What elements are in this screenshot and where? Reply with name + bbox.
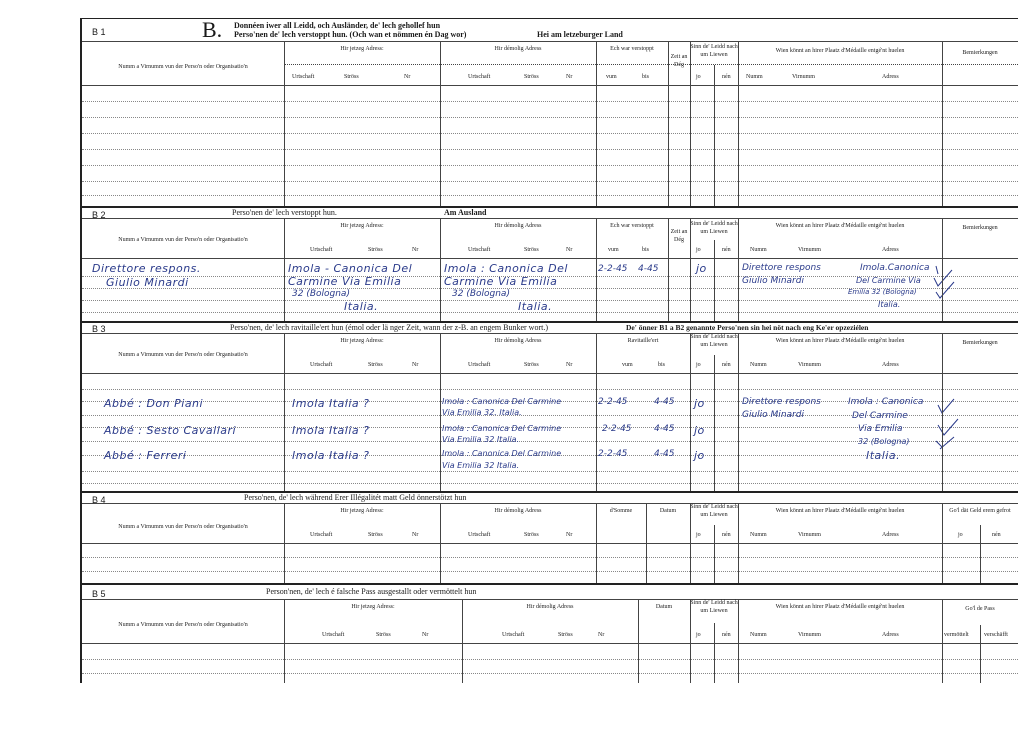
section-code: B 4	[92, 495, 106, 505]
sub-urtschaft: Urtschaft	[310, 532, 333, 538]
section-subtitle: De' önner B1 a B2 genannte Perso'nen sin hei nöt nach eng Ke'er opzeziélen	[626, 323, 869, 332]
section-title: Person'nen, de' lech é falsche Pass ausgestallt oder vermöttelt hun	[266, 587, 477, 596]
col-old-address: Hir démolig Adress	[494, 338, 542, 344]
sub-urtschaft: Urtschaft	[310, 362, 333, 368]
sub-stross: Ströss	[368, 362, 383, 368]
col-old-address: Hir démolig Adress	[526, 604, 574, 610]
sub-nr: Nr	[412, 247, 419, 253]
col-current-address: Hir jetzeg Adress:	[340, 46, 384, 52]
hw-row3-current: Imola Italia ?	[292, 449, 370, 462]
sub-nr: Nr	[566, 247, 573, 253]
col-date: Datum	[659, 508, 677, 514]
col-current-address: Hir jetzeg Adress:	[340, 508, 384, 514]
col-medal: Wien könnt an hirer Plaatz d'Médaille entgé'nt huelen	[775, 604, 905, 610]
sub-urtschaft: Urtschaft	[292, 74, 315, 80]
sub-vum: vum	[606, 74, 617, 80]
hw-current-address-1: Imola - Canonica Del	[288, 262, 413, 275]
sub-stross: Ströss	[344, 74, 359, 80]
sub-stross: Ströss	[524, 362, 539, 368]
sub-numm: Numm	[750, 247, 767, 253]
sub-urtschaft: Urtschaft	[310, 247, 333, 253]
sub-virnumm: Virnumm	[798, 532, 821, 538]
section-subtitle: Perso'nen de' lech verstoppt hun. (Och wan et nömmen én Dag wor)	[234, 30, 467, 39]
sub-adress: Adress	[882, 74, 899, 80]
col-medal: Wien könnt an hirer Plaatz d'Médaille entgé'nt huelen	[775, 48, 905, 54]
col-current-address: Hir jetzeg Adress:	[340, 338, 384, 344]
sub-jo: jo	[696, 362, 701, 368]
section-letter: B.	[202, 17, 223, 42]
hw-row3-from: 2-2-45	[598, 449, 628, 459]
col-name: Numm a Virnumm vun der Perso'n oder Organisatio'n	[118, 524, 248, 530]
col-alive: Sinn de' Leidd nach um Liewen	[690, 221, 738, 235]
sub-stross: Ströss	[524, 247, 539, 253]
col-alive: Sinn de' Leidd nach um Liewen	[690, 504, 738, 518]
col-remarks: Bemierkungen	[962, 340, 998, 346]
hw-medal-address-2: Del Carmine	[852, 411, 908, 421]
hw-medal-address-3: Via Emilia	[858, 424, 903, 434]
sub-nr: Nr	[566, 74, 573, 80]
hw-current-address-3: 32 (Bologna)	[292, 289, 350, 299]
col-remarks: Bemierkungen	[962, 50, 998, 56]
sub-virnumm: Virnumm	[792, 74, 815, 80]
hw-medal-address-5: Italia.	[866, 449, 901, 462]
hw-old-address-4: Italia.	[518, 300, 553, 313]
section-code: B 3	[92, 324, 106, 334]
sub-nen: nén	[722, 74, 731, 80]
sub-bis: bis	[642, 74, 650, 80]
sub-bis: bis	[642, 247, 650, 253]
section-title: Donnéen iwer all Leidd, och Ausländer, de' lech gehollef hun	[234, 21, 441, 30]
hw-current-address-4: Italia.	[344, 300, 379, 313]
col-old-address: Hir démolig Adress	[494, 508, 542, 514]
section-b4	[82, 491, 1018, 583]
form-sheet	[80, 18, 1018, 683]
sub-urtschaft: Urtschaft	[468, 532, 491, 538]
col-alive: Sinn de' Leidd nach um Liewen	[690, 600, 738, 614]
sub-numm: Numm	[750, 362, 767, 368]
sub-virnumm: Virnumm	[798, 247, 821, 253]
sub-nr: Nr	[566, 532, 573, 538]
sub-stross: Ströss	[368, 247, 383, 253]
hw-name-line2: Giulio Minardi	[106, 276, 189, 289]
hw-medal-name-1: Direttore respons	[742, 397, 821, 407]
sub-adress: Adress	[882, 532, 899, 538]
col-money-claimed: Go'l dät Geld erem gefrot	[949, 508, 1011, 514]
hw-old-address-1: Imola : Canonica Del	[444, 262, 568, 275]
hw-row1-current: Imola Italia ?	[292, 397, 370, 410]
col-hidden: Ech war verstoppt	[610, 223, 654, 229]
hw-row2-old-2: Via Emilia 32 Italia.	[442, 435, 520, 444]
col-current-address: Hir jetzeg Adress:	[351, 604, 395, 610]
sub-virnumm: Virnumm	[798, 632, 821, 638]
hw-row3-alive: jo	[694, 449, 705, 462]
section-code: B 1	[92, 27, 106, 37]
hw-medal-address-4: 32 (Bologna)	[858, 437, 910, 446]
hw-row2-from: 2-2-45	[602, 424, 632, 434]
hw-row2-name: Abbé : Sesto Cavallari	[104, 424, 237, 437]
section-b1	[82, 19, 1018, 206]
hw-medal-name-2: Giulio Minardi	[742, 276, 804, 286]
sub-nen: nén	[722, 247, 731, 253]
sub-stross: Ströss	[368, 532, 383, 538]
sub-virnumm: Virnumm	[798, 362, 821, 368]
col-name: Numm a Virnumm vun der Perso'n oder Organisatio'n	[118, 64, 248, 70]
sub-stross: Ströss	[376, 632, 391, 638]
sub-jo: jo	[696, 632, 701, 638]
hw-row1-old-1: Imola : Canonica Del Carmine	[442, 397, 562, 406]
col-supplied: Ravitaille'ert	[627, 338, 659, 344]
sub-nr: Nr	[422, 632, 429, 638]
hw-medal-address-1: Imola : Canonica	[848, 397, 924, 407]
check-mark-bracket	[930, 264, 960, 310]
hw-row1-name: Abbé : Don Piani	[104, 397, 204, 410]
col-zeit: Zeit an Dég	[670, 54, 688, 68]
col-remarks: Bemierkungen	[962, 225, 998, 231]
sub-nr: Nr	[412, 362, 419, 368]
sub-vum: vum	[622, 362, 633, 368]
hw-name-line1: Direttore respons.	[92, 262, 201, 275]
sub-adress: Adress	[882, 362, 899, 368]
hw-row3-old-1: Imola : Canonica Del Carmine	[442, 449, 562, 458]
sub-jo: jo	[696, 74, 701, 80]
section-title: Perso'nen de' lech verstoppt hun.	[232, 208, 337, 217]
sub-jo: jo	[958, 532, 963, 538]
hw-row1-old-2: Via Emilia 32. Italia.	[442, 408, 522, 417]
sub-bis: bis	[658, 362, 666, 368]
hw-medal-address-3: Emilia 32 (Bologna)	[848, 288, 917, 296]
col-passport: Go'l de Pass	[965, 606, 995, 612]
sub-stross: Ströss	[524, 532, 539, 538]
hw-row2-current: Imola Italia ?	[292, 424, 370, 437]
hw-medal-name-2: Giulio Minardi	[742, 410, 804, 420]
hw-row3-name: Abbé : Ferreri	[104, 449, 187, 462]
sub-adress: Adress	[882, 247, 899, 253]
col-old-address: Hir démolig Adress	[494, 46, 542, 52]
sub-numm: Numm	[750, 632, 767, 638]
hw-old-address-2: Carmine Via Emilia	[444, 275, 558, 288]
hw-row2-to: 4-45	[654, 424, 675, 434]
sub-urtschaft: Urtschaft	[502, 632, 525, 638]
sub-nr: Nr	[566, 362, 573, 368]
sub-stross: Ströss	[558, 632, 573, 638]
sub-nr: Nr	[598, 632, 605, 638]
check-mark-bracket	[934, 397, 964, 457]
hw-row1-to: 4-45	[654, 397, 675, 407]
sub-jo: jo	[696, 532, 701, 538]
sub-adress: Adress	[882, 632, 899, 638]
col-old-address: Hir démolig Adress	[494, 223, 542, 229]
col-alive: Sinn de' Leidd nach um Liewen	[690, 44, 738, 58]
hw-to-date: 4-45	[638, 264, 659, 274]
col-zeit: Zeit an Dég	[670, 229, 688, 243]
hw-old-address-3: 32 (Bologna)	[452, 289, 510, 299]
sub-vum: vum	[608, 247, 619, 253]
hw-medal-address-2: Del Carmine Via	[856, 276, 921, 285]
hw-row3-to: 4-45	[654, 449, 675, 459]
section-code: B 2	[92, 210, 106, 220]
sub-urtschaft: Urtschaft	[468, 362, 491, 368]
sub-nr: Nr	[412, 532, 419, 538]
sub-nen: nén	[722, 532, 731, 538]
col-name: Numm a Virnumm vun der Perso'n oder Organisatio'n	[118, 352, 248, 358]
sub-jo: jo	[696, 247, 701, 253]
hw-from-date: 2-2-45	[598, 264, 628, 274]
section-subtitle: Am Ausland	[444, 208, 487, 217]
sub-numm: Numm	[746, 74, 763, 80]
sub-nen: nén	[722, 362, 731, 368]
hw-medal-address-4: Italia.	[878, 300, 901, 309]
hw-medal-name-1: Direttore respons	[742, 263, 821, 273]
section-b5	[82, 583, 1018, 683]
sub-urtschaft: Urtschaft	[468, 74, 491, 80]
col-date: Datum	[655, 604, 673, 610]
hw-row1-alive: jo	[694, 397, 705, 410]
sub-procured: verschäfft	[984, 632, 1008, 638]
hw-medal-address-1: Imola.Canonica	[860, 263, 930, 273]
sub-nen: nén	[722, 632, 731, 638]
hw-row1-from: 2-2-45	[598, 397, 628, 407]
col-medal: Wien könnt an hirer Plaatz d'Médaille entgé'nt huelen	[775, 223, 905, 229]
sub-mediated: vermöttelt	[944, 632, 969, 638]
section-b3	[82, 321, 1018, 491]
col-name: Numm a Virnumm vun der Perso'n oder Organisatio'n	[118, 622, 248, 628]
hw-row2-alive: jo	[694, 424, 705, 437]
col-amount: d'Somme	[609, 508, 633, 514]
section-b2	[82, 206, 1018, 321]
col-hidden: Ech war verstoppt	[610, 46, 654, 52]
sub-nen: nén	[992, 532, 1001, 538]
section-subtitle-location: Hei am letzeburger Land	[537, 30, 623, 39]
hw-alive-yes: jo	[696, 262, 707, 275]
col-medal: Wien könnt an hirer Plaatz d'Médaille entgé'nt huelen	[775, 508, 905, 514]
section-code: B 5	[92, 589, 106, 599]
col-alive: Sinn de' Leidd nach um Liewen	[690, 334, 738, 348]
sub-stross: Ströss	[524, 74, 539, 80]
hw-row3-old-2: Via Emilia 32 Italia.	[442, 461, 520, 470]
sub-urtschaft: Urtschaft	[322, 632, 345, 638]
sub-urtschaft: Urtschaft	[468, 247, 491, 253]
sub-nr: Nr	[404, 74, 411, 80]
col-medal: Wien könnt an hirer Plaatz d'Médaille entgé'nt huelen	[775, 338, 905, 344]
hw-row2-old-1: Imola : Canonica Del Carmine	[442, 424, 562, 433]
section-title: Perso'nen, de' lech ravitaille'ert hun (émol oder lä nger Zeit, wann der z-B. an engem Bunker wort.)	[230, 323, 548, 332]
hw-current-address-2: Carmine Via Emilia	[288, 275, 402, 288]
section-title: Perso'nen, de' lech während Erer Illégalitét matt Geld önnerstötzt hun	[244, 493, 467, 502]
col-name: Numm a Virnumm vun der Perso'n oder Organisatio'n	[118, 237, 248, 243]
sub-numm: Numm	[750, 532, 767, 538]
col-current-address: Hir jetzeg Adress:	[340, 223, 384, 229]
